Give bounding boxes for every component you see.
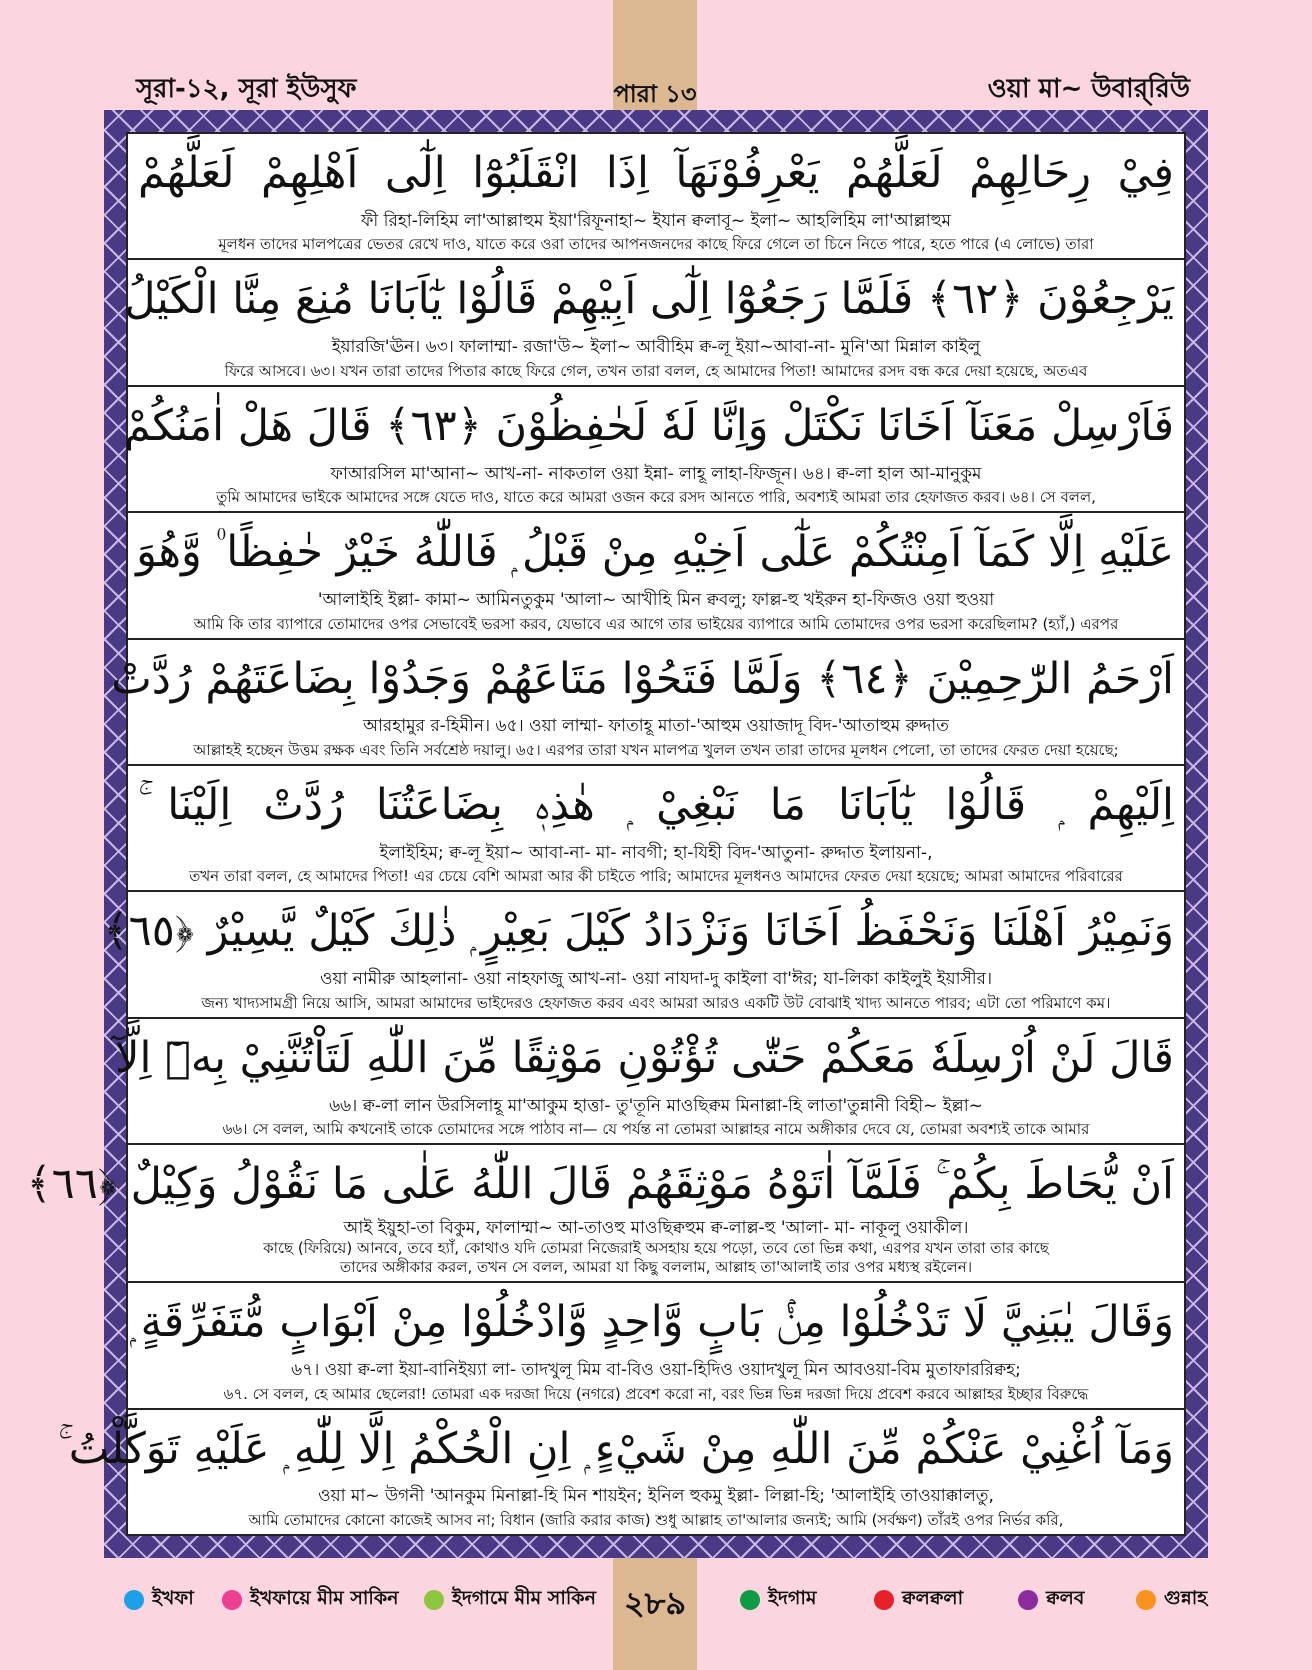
legend-dot-icon [424, 1590, 444, 1610]
arabic-line: اَرْحَمُ الرّٰحِمِيْنَ ﴿٦٤﴾ وَلَمَّا فَتَحُوْا مَتَاعَهُمْ وَجَدُوْا بِضَاعَتَهُمْ رُدَّتْ [111, 653, 1174, 704]
legend-label: ইদগামে মীম সাকিন [452, 1587, 596, 1609]
transliteration-line: আই ইয়ুহা-তা বিকুম, ফালাম্মা~ আ-তাওহু মাওছিক্বহুম ক্ব-লাল্ল-হু 'আলা- মা- নাকূলু ওয়াকীল। [343, 1218, 969, 1239]
arabic-line: وَنَمِيْرُ اَهْلَنَا وَنَحْفَظُ اَخَانَا وَنَزْدَادُ كَيْلَ بَعِيْرٍ ۭ ذٰلِكَ كَيْلٌ يَّسِيْرٌ ﴿٦٥﴾ [103, 906, 1174, 957]
legend-label: ইখফা [152, 1587, 194, 1609]
verse-block-8 [114, 1019, 1184, 1145]
transliteration-line: ফী রিহা-লিহিম লা'আল্লাহুম ইয়া'রিফূনাহা~ ইযান ক্বলাবূ~ ইলা~ আহলিহিম লা'আল্লাহুম [360, 210, 952, 231]
verse-block-2 [124, 260, 1184, 386]
legend-label: ইখফায়ে মীম সাকিন [250, 1587, 399, 1609]
verse-block-7 [103, 892, 1184, 1018]
verse-block-3 [123, 387, 1184, 513]
transliteration-line: ইয়ারজি'ঊন। ৬৩। ফালাম্মা- রজা'উ~ ইলা~ আবীহিম ক্ব-লূ ইয়া~আবা-না- মুনি'আ মিন্নাল কাইলু [331, 337, 981, 358]
section-title: ওয়া মা~ উবার্‌রিউ [987, 74, 1190, 104]
meaning-line: আমি তোমাদের কোনো কাজেই আসব না; বিধান (জারি করার কাজ) শুধু আল্লাহ তা'আলার জন্যই; আমি (সর্বক্ষণ) তাঁরই ওপর নির্ভর করি, [248, 1511, 1064, 1530]
transliteration-line: ফাআরসিল মা'আনা~ আখ-না- নাকতাল ওয়া ইন্না- লাহূ লাহা-ফিজূন। ৬৪। ক্ব-লা হাল আ-মানুকুম [330, 463, 982, 484]
meaning-line: কাছে (ফিরিয়ে) আনবে, তবে হ্যাঁ, কোথাও যদি তোমরা নিজেরাই অসহায় হয়ে পড়ো, তবে তো ভিন্ন কথা, এরপর যখন তারা তার কাছে [263, 1239, 1049, 1258]
arabic-line: قَالَ لَنْ اُرْسِلَهٗ مَعَكُمْ حَتّٰى تُؤْتُوْنِ مَوْثِقًا مِّنَ اللّٰهِ لَتَاْتُنَّنِيْ بِهٖٓ اِلَّآ [114, 1032, 1174, 1083]
transliteration-line: 'আলাইহি ইল্লা- কামা~ আমিনতুকুম 'আলা~ আখীহি মিন ক্ববলু; ফাল্ল-হু খইরুন হা-ফিজও ওয়া হুওয়া [317, 589, 995, 610]
meaning-line: ফিরে আসবে। ৬৩। যখন তারা তাদের পিতার কাছে ফিরে গেল, তখন তারা বলল, হে আমাদের পিতা! আমাদের রসদ বন্ধ করে দেয়া হয়েছে, অতএব [224, 361, 1088, 380]
arabic-line: عَلَيْهِ اِلَّا كَمَآ اَمِنْتُكُمْ عَلٰٓى اَخِيْهِ مِنْ قَبْلُ ۭ فَاللّٰهُ خَيْرٌ حٰفِظًا ۠ وَّهُوَ [136, 527, 1174, 578]
verse-panel [26, 132, 1186, 1536]
legend-label: ক্বলক্বলা [902, 1587, 964, 1609]
meaning-line: জন্য খাদ্যসামগ্রী নিয়ে আসি, আমরা আমাদের ভাইদেরও হেফাজত করব এবং আমরা আরও একটি উট বোঝাই খাদ্য আনতে পারব; এটা তো পরিমাণে কম। [201, 993, 1111, 1012]
tajweed-legend [0, 1568, 1312, 1628]
verse-block-5 [111, 640, 1184, 766]
meaning-line: তুমি আমাদের ভাইকে আমাদের সঙ্গে যেতে দাও, যাতে করে আমরা ওজন করে রসদ আনতে পারি, অবশ্যই আমরা তার হেফাজত করব। ৬৪। সে বলল, [216, 488, 1096, 507]
ornamental-border [26, 110, 1208, 1558]
legend-dot-icon [1136, 1590, 1156, 1610]
meaning-line: আমি কি তার ব্যাপারে তোমাদের ওপর সেভাবেই ভরসা করব, যেভাবে এর আগে তার ভাইয়ের ব্যাপারে আমি তোমাদের ওপর ভরসা করেছিলাম? (হ্যাঁ,) এরপর [193, 614, 1119, 633]
legend-dot-icon [874, 1590, 894, 1610]
transliteration-line: ওয়া মা~ উগনী 'আনকুম মিনাল্লা-হি মিন শায়ইন; ইনিল হুকমু ইল্লা- লিল্লা-হি; 'আলাইহি তাওয়াক্কালতু, [318, 1486, 994, 1507]
arabic-line: وَمَآ اُغْنِيْ عَنْكُمْ مِّنَ اللّٰهِ مِنْ شَيْءٍ ۭ اِنِ الْحُكْمُ اِلَّا لِلّٰهِ ۭ عَلَيْهِ تَوَكَّلْتُ ۚ [58, 1423, 1174, 1474]
legend-dot-icon [222, 1590, 242, 1610]
legend-dot-icon [124, 1590, 144, 1610]
legend-item-idgham-meem [424, 1584, 596, 1616]
page-header [0, 0, 1312, 110]
legend-item-ghunnah [1136, 1584, 1207, 1616]
surah-title: সূরা-১২, সূরা ইউসুফ [136, 74, 357, 104]
verse-block-1 [128, 134, 1184, 260]
transliteration-line: ৬৭। ওয়া ক্ব-লা ইয়া-বানিইয়্যা লা- তাদখুলূ মিম বা-বিও ওয়া-হিদিও ওয়াদখুলূ মিন আবওয়া-বিম মুতাফাররিক্বহ; [291, 1359, 1021, 1380]
legend-label: গুন্নাহ [1164, 1587, 1208, 1609]
legend-item-idgham [740, 1584, 816, 1616]
meaning-line: ৬৬। সে বলল, আমি কখনোই তাকে তোমাদের সঙ্গে পাঠাব না— যে পর্যন্ত না তোমরা আল্লাহর নামে অঙ্গীকার দেবে যে, তোমরা অবশ্যই তাকে আমার [222, 1120, 1090, 1139]
legend-item-ikhfa-meem [222, 1584, 398, 1616]
legend-item-ikhfa [124, 1584, 194, 1616]
transliteration-line: ইলাইহিম; ক্ব-লূ ইয়া~ আবা-না- মা- নাবগী; হা-যিহী বিদ-'আতুনা- রুদ্দাত ইলায়না-, [379, 842, 933, 863]
meaning-line: মূলধন তাদের মালপত্রের ভেতর রেখে দাও, যাতে করে ওরা তাদের আপনজনদের কাছে ফিরে গেলে তা চিনে নিতে পারে, হতে পারে (এ লোভে) তারা [218, 235, 1094, 254]
transliteration-line: আরহামুর র-হিমীন। ৬৫। ওয়া লাম্মা- ফাতাহূ মাতা-'আহুম ওয়াজাদূ বিদ-'আতাহুম রুদ্দাত [363, 716, 949, 737]
verse-block-4 [128, 513, 1184, 639]
legend-dot-icon [740, 1590, 760, 1610]
page-number: ২৮৯ [623, 1584, 687, 1622]
legend-item-qalb [1018, 1584, 1084, 1616]
legend-label: ইদগাম [768, 1587, 817, 1609]
arabic-line: وَقَالَ يٰبَنِيَّ لَا تَدْخُلُوْا مِنْۢ بَابٍ وَّاحِدٍ وَّادْخُلُوْا مِنْ اَبْوَابٍ مُّتَفَرِّقَةٍ ۭ [129, 1297, 1174, 1348]
verse-block-11 [58, 1410, 1184, 1534]
transliteration-line: ওয়া নামীরু আহলানা- ওয়া নাহফাজু আখ-না- ওয়া নাযদা-দু কাইলা বা'ঈর; যা-লিকা কাইলুই ইয়াসীর। [319, 969, 993, 990]
arabic-line: فِيْ رِحَالِهِمْ لَعَلَّهُمْ يَعْرِفُوْنَهَآ اِذَا انْقَلَبُوْٓا اِلٰٓى اَهْلِهِمْ لَعَلَّهُمْ [138, 148, 1174, 198]
arabic-line: اِلَيْهِمْ ۭ قَالُوْا يٰٓاَبَانَا مَا نَبْغِيْ ۭ هٰذِهٖ بِضَاعَتُنَا رُدَّتْ اِلَيْنَا ۚ [138, 780, 1174, 831]
transliteration-line: ৬৬। ক্ব-লা লান উরসিলাহূ মা'আকুম হাত্তা- তু'তূনি মাওছিক্বম মিনাল্লা-হি লাতা'তুন্নানী বিহী~ ইল্লা~ [329, 1095, 983, 1116]
verse-block-9 [26, 1145, 1184, 1283]
meaning-line: ৬৭. সে বলল, হে আমার ছেলেরা! তোমরা এক দরজা দিয়ে (নগরে) প্রবেশ করো না, বরং ভিন্ন ভিন্ন দরজা দিয়ে প্রবেশ করবে আল্লাহর ইচ্ছার বিরুদ্ধে [223, 1384, 1089, 1403]
arabic-line: فَاَرْسِلْ مَعَنَآ اَخَانَا نَكْتَلْ وَاِنَّا لَهٗ لَحٰفِظُوْنَ ﴿٦٣﴾ قَالَ هَلْ اٰمَنُكُمْ [123, 400, 1174, 451]
arabic-line: يَرْجِعُوْنَ ﴿٦٢﴾ فَلَمَّا رَجَعُوْٓا اِلٰٓى اَبِيْهِمْ قَالُوْا يٰٓاَبَانَا مُنِعَ مِنَّا الْكَيْلُ [124, 274, 1174, 325]
meaning-line: আল্লাহই হচ্ছেন উত্তম রক্ষক এবং তিনি সর্বশ্রেষ্ঠ দয়ালু। ৬৫। এরপর তারা যখন মালপত্র খুলল তখন তারা তাদের মূলধন পেলো, তা তাদের ফেরত দেয়া হয়েছে; [193, 741, 1119, 760]
arabic-line: اَنْ يُّحَاطَ بِكُمْ ۚ فَلَمَّآ اٰتَوْهُ مَوْثِقَهُمْ قَالَ اللّٰهُ عَلٰى مَا نَقُوْلُ وَكِيْلٌ ﴿٦٦﴾ [26, 1159, 1174, 1210]
verse-block-6 [128, 766, 1184, 892]
verse-block-10 [128, 1283, 1184, 1409]
meaning-line: তখন তারা বলল, হে আমাদের পিতা! এর চেয়ে বেশি আমরা আর কী চাইতে পারি; আমাদের মূলধনও আমাদের ফেরত দেয়া হয়েছে; আমরা আমাদের পরিবারের [189, 867, 1123, 886]
legend-item-qalqala [874, 1584, 963, 1616]
para-title: পারা ১৩ [613, 80, 697, 108]
legend-dot-icon [1018, 1590, 1038, 1610]
meaning-line-2: তাদের অঙ্গীকার করল, তখন সে বলল, আমরা যা কিছু বললাম, আল্লাহ তা'আলাই তার ওপর মধ্যস্থ রইলেন। [339, 1258, 973, 1277]
legend-label: ক্বলব [1046, 1587, 1085, 1609]
